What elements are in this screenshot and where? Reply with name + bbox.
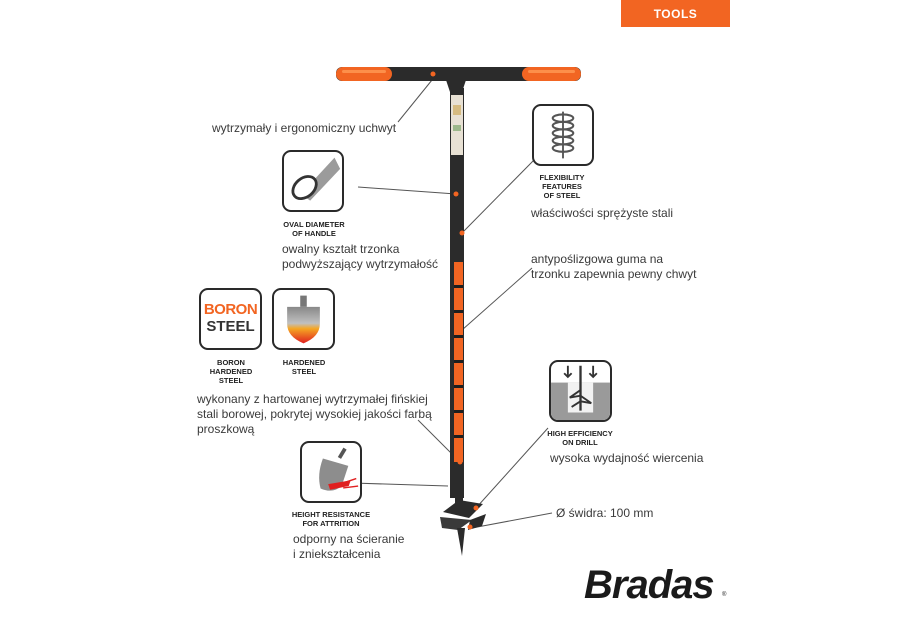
hardened-caption-line-1: HARDENED <box>282 358 326 367</box>
boron-caption <box>196 358 266 385</box>
drill-description: wysoka wydajność wiercenia <box>550 451 704 465</box>
attrition-shovel-icon <box>300 441 362 503</box>
bradas-logo <box>582 558 732 608</box>
boron-steel-icon <box>199 288 262 350</box>
oval-caption-line-2: OF HANDLE <box>292 229 336 238</box>
boron-icon-text: BORON <box>203 301 258 318</box>
oval-description-line-2: podwyższający wytrzymałość <box>282 257 439 271</box>
registered-mark: ® <box>722 592 727 598</box>
grip-description-line-2: trzonku zapewnia pewny chwyt <box>531 267 697 281</box>
drill-caption-line-1: HIGH EFFICIENCY <box>547 429 613 438</box>
grip-description-line-1: antypoślizgowa guma na <box>531 252 664 266</box>
flex-caption-line-3: OF STEEL <box>543 191 581 200</box>
steel-description-line-2: stali borowej, pokrytej wysokiej jakości farbą <box>197 407 432 421</box>
hardened-caption <box>270 358 338 376</box>
oval-caption <box>274 220 354 238</box>
grip-description <box>531 252 696 282</box>
hardened-shovel-icon <box>272 288 335 350</box>
steel-description-line-3: proszkową <box>197 422 255 436</box>
flex-caption <box>526 173 598 200</box>
attrition-caption <box>288 510 374 528</box>
drill-icon <box>549 360 612 422</box>
attrition-caption-line-2: FOR ATTRITION <box>302 519 360 528</box>
steel-icon-text: STEEL <box>206 318 255 335</box>
attrition-caption-line-1: HEIGHT RESISTANCE <box>291 510 371 519</box>
drill-caption-line-2: ON DRILL <box>562 438 598 447</box>
boron-caption-line-1: BORON <box>217 358 245 367</box>
oval-description-line-1: owalny kształt trzonka <box>282 242 400 256</box>
boron-caption-line-3: STEEL <box>218 376 244 385</box>
attrition-description-line-2: i zniekształcenia <box>293 547 381 561</box>
steel-description-line-1: wykonany z hartowanej wytrzymałej fińskiej <box>197 392 428 406</box>
diameter-description: Ø świdra: 100 mm <box>556 506 654 520</box>
drill-caption <box>540 429 620 447</box>
flex-description: właściwości sprężyste stali <box>531 206 674 220</box>
boron-caption-line-2: HARDENED <box>209 367 253 376</box>
bradas-logo-text: Bradas <box>584 563 714 607</box>
handle-description: wytrzymały i ergonomiczny uchwyt <box>212 121 397 135</box>
hardened-caption-line-2: STEEL <box>291 367 317 376</box>
tools-tag: TOOLS <box>621 0 730 27</box>
oval-caption-line-1: OVAL DIAMETER <box>283 220 345 229</box>
flex-caption-line-2: FEATURES <box>542 182 582 191</box>
attrition-description <box>293 532 404 562</box>
oval-handle-icon <box>282 150 344 212</box>
spring-icon <box>532 104 594 166</box>
flex-caption-line-1: FLEXIBILITY <box>539 173 585 182</box>
oval-description <box>282 242 438 272</box>
attrition-description-line-1: odporny na ścieranie <box>293 532 405 546</box>
steel-description <box>197 392 432 437</box>
